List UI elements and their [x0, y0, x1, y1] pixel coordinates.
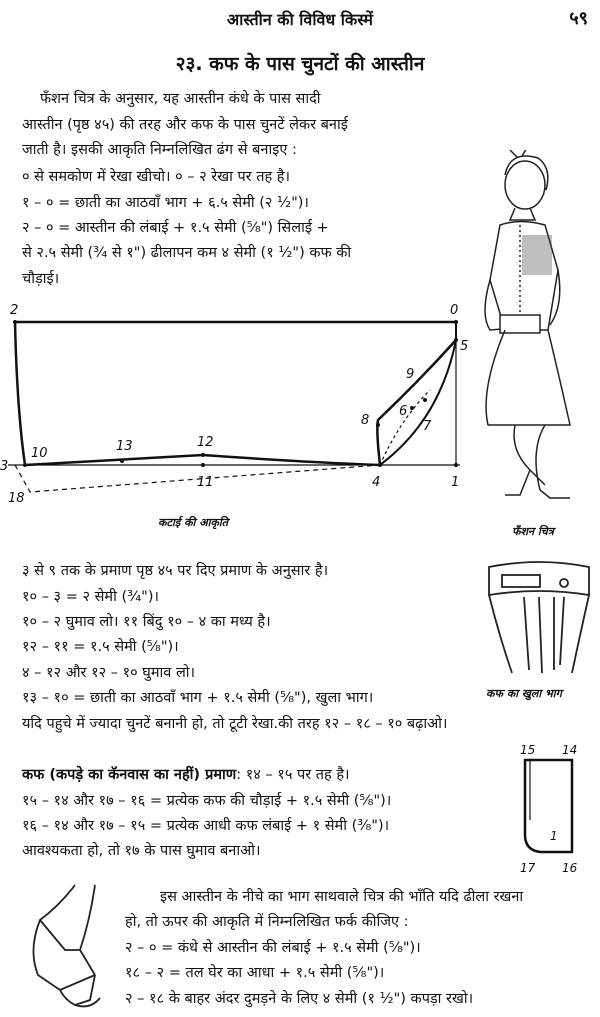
- open-cuff-caption: कफ का खुला भाग: [486, 687, 562, 700]
- cuff-diagram: [510, 740, 590, 880]
- step-line-6: १३ – १० = छाती का आठवाँ भाग + १.५ सेमी (⁵⁄₈"), खुला भाग।: [22, 690, 374, 706]
- intro-line-2: आस्तीन (पृष्ठ ४५) की तरह और कफ के पास चुनटें लेकर बनाई: [22, 117, 348, 133]
- step-line-7: यदि पहुचे में ज्यादा चुनटें बनानी हो, तो टूटी रेखा.की तरह १२ – १८ – १० बढ़ाओ।: [22, 716, 448, 732]
- step-line-4: १२ – ११ = १.५ सेमी (⁵⁄₈")।: [22, 639, 179, 655]
- pattern-label: 6: [399, 404, 408, 419]
- intro-line-7: से २.५ सेमी (³⁄₄ से १") ढीलापन कम ४ सेमी (१ ¹⁄₂") कफ की: [22, 245, 352, 261]
- section-title: २३. कफ के पास चुनटों की आस्तीन: [175, 53, 425, 75]
- intro-line-4: ० से समकोण में रेखा खीचो। ० – २ रेखा पर तह है।: [22, 169, 290, 185]
- intro-line-8: चौड़ाई।: [22, 271, 60, 287]
- step-line-3: १० – २ घुमाव लो। ११ बिंदु १० – ४ का मध्य है।: [22, 614, 271, 630]
- sleeve-pattern-diagram: [0, 300, 480, 510]
- cuff-line-2: १६ – १४ और १७ – १५ = प्रत्येक आधी कफ लंबाई + १ सेमी (³⁄₈")।: [22, 818, 390, 834]
- pattern-label: 18: [8, 491, 25, 506]
- closing-line-4: १८ – २ = तल घेर का आधा + १.५ सेमी (⁵⁄₈")।: [125, 965, 385, 981]
- closing-line-1: इस आस्तीन के नीचे का भाग साथवाले चित्र की भाँति यदि ढीला रखना: [160, 889, 524, 905]
- pattern-label: 2: [10, 303, 19, 318]
- pattern-label: 9: [406, 367, 415, 382]
- cuff-lead-bold: कफ (कपड़े का कॅनवास का नहीं) प्रमाण: [22, 767, 237, 783]
- pattern-label: 12: [197, 435, 214, 450]
- open-cuff-illustration: [484, 555, 596, 680]
- closing-line-5: २ – १८ के बाहर अंदर दुमड़ने के लिए ४ सेमी (१ ¹⁄₂") कपड़ा रखो।: [125, 991, 474, 1007]
- step-line-2: १० – ३ = २ सेमी (³⁄₄")।: [22, 589, 159, 605]
- cuff-label: 17: [520, 861, 536, 875]
- pattern-label: 11: [197, 475, 214, 490]
- page-number: ५९: [569, 8, 588, 29]
- cuff-label: 15: [520, 743, 536, 757]
- cuff-label: 1: [550, 829, 558, 843]
- pattern-label: 0: [450, 303, 459, 318]
- step-line-1: ३ से ९ तक के प्रमाण पृष्ठ ४५ पर दिए प्रमाण के अनुसार है।: [22, 563, 329, 579]
- pattern-label: 10: [31, 446, 48, 461]
- pattern-label: 13: [116, 439, 133, 454]
- intro-line-5: १ – ० = छाती का आठवाँ भाग + ६.५ सेमी (२ ¹⁄₂")।: [22, 195, 309, 211]
- pattern-label: 5: [460, 339, 469, 354]
- cuff-label: 16: [562, 861, 578, 875]
- running-header: आस्तीन की विविध किस्में: [226, 10, 373, 29]
- cuff-line-1: १५ – १४ और १७ – १६ = प्रत्येक कफ की चौड़ाई + १.५ सेमी (⁵⁄₈")।: [22, 793, 392, 809]
- intro-line-1: फँशन चित्र के अनुसार, यह आस्तीन कंधे के पास सादी: [40, 91, 321, 107]
- loose-sleeve-illustration: [20, 880, 140, 1015]
- cuff-label: 14: [562, 743, 578, 757]
- closing-line-2: हो, तो ऊपर की आकृति में निम्नलिखित फर्क कीजिए :: [125, 914, 409, 930]
- fashion-caption: फँशन चित्र: [512, 525, 554, 538]
- pattern-label: 4: [372, 475, 381, 490]
- cuff-lead-rest: : १४ – १५ पर तह है।: [236, 767, 350, 783]
- cuff-lead-line: [22, 764, 350, 784]
- closing-line-3: २ – ० = कंधे से आस्तीन की लंबाई + १.५ सेमी (⁵⁄₈")।: [125, 940, 421, 956]
- step-line-5: ४ – १२ और १२ – १० घुमाव लो।: [22, 665, 196, 681]
- pattern-caption: कटाई की आकृति: [158, 516, 229, 529]
- pattern-label: 1: [451, 475, 460, 490]
- pattern-label: 3: [0, 459, 9, 474]
- fashion-figure-illustration: [460, 150, 600, 515]
- cuff-line-3: आवश्यकता हो, तो १७ के पास घुमाव बनाओ।: [22, 843, 261, 859]
- pattern-label: 7: [423, 419, 432, 434]
- pattern-label: 8: [361, 413, 370, 428]
- intro-line-3: जाती है। इसकी आकृति निम्नलिखित ढंग से बनाइए :: [22, 142, 297, 158]
- intro-line-6: २ – ० = आस्तीन की लंबाई + १.५ सेमी (⁵⁄₈") सिलाई +: [22, 220, 329, 236]
